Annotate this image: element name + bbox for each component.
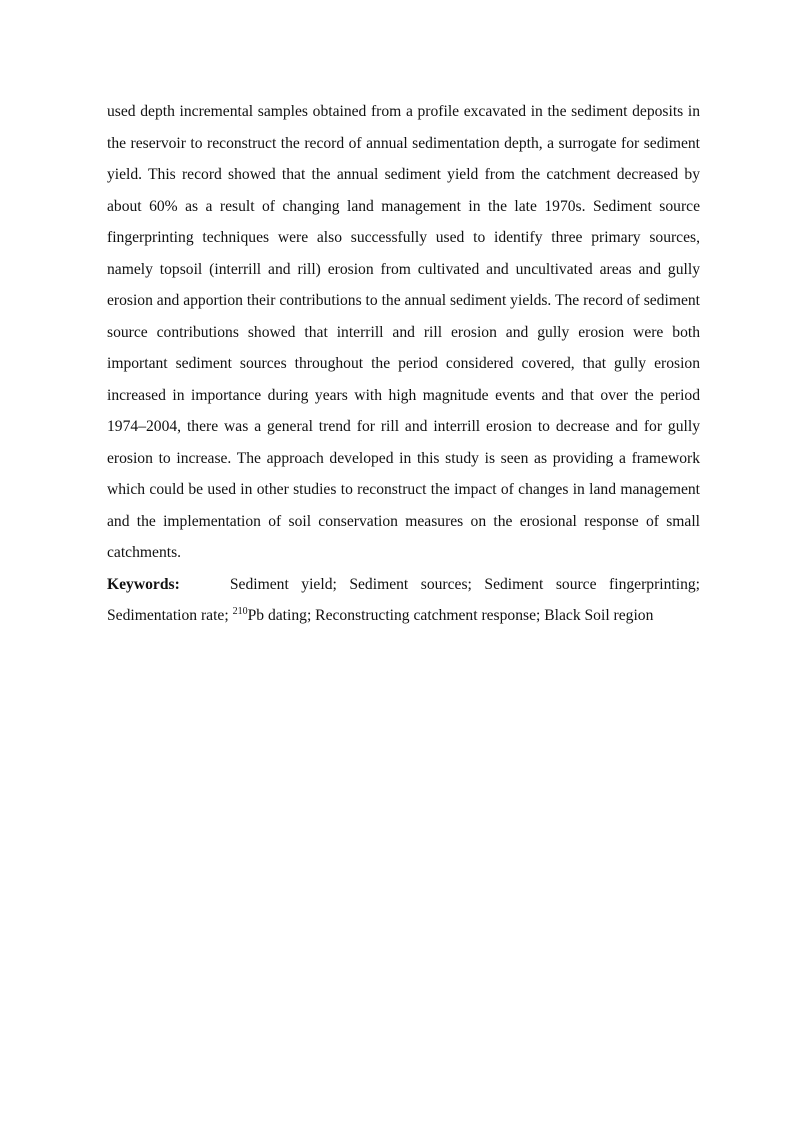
keywords-paragraph xyxy=(107,569,700,632)
keywords-superscript: 210 xyxy=(232,606,248,617)
keywords-text-part1: Sediment yield; Sediment sources; Sediment source fingerprinting; Sedimentation rate; xyxy=(107,575,700,624)
keywords-label: Keywords: xyxy=(107,575,180,593)
document-page xyxy=(107,96,700,632)
keywords-text-part2: Pb dating; Reconstructing catchment response; Black Soil region xyxy=(247,607,654,624)
abstract-paragraph: used depth incremental samples obtained from a profile excavated in the sediment deposits in the reservoir to reconstruct the record of annual sedimentation depth, a surrogate for sediment yield. This record showed that the annual sediment yield from the catchment decreased by about 60% as a result of changing land management in the late 1970s. Sediment source fingerprinting techniques were also successfully used to identify three primary sources, namely topsoil (interrill and rill) erosion from cultivated and uncultivated areas and gully erosion and apportion their contributions to the annual sediment yields. The record of sediment source contributions showed that interrill and rill erosion and gully erosion were both important sediment sources throughout the period considered covered, that gully erosion increased in importance during years with high magnitude events and that over the period 1974–2004, there was a general trend for rill and interrill erosion to decrease and for gully erosion to increase. The approach developed in this study is seen as providing a framework which could be used in other studies to reconstruct the impact of changes in land management and the implementation of soil conservation measures on the erosional response of small catchments. xyxy=(107,103,700,561)
